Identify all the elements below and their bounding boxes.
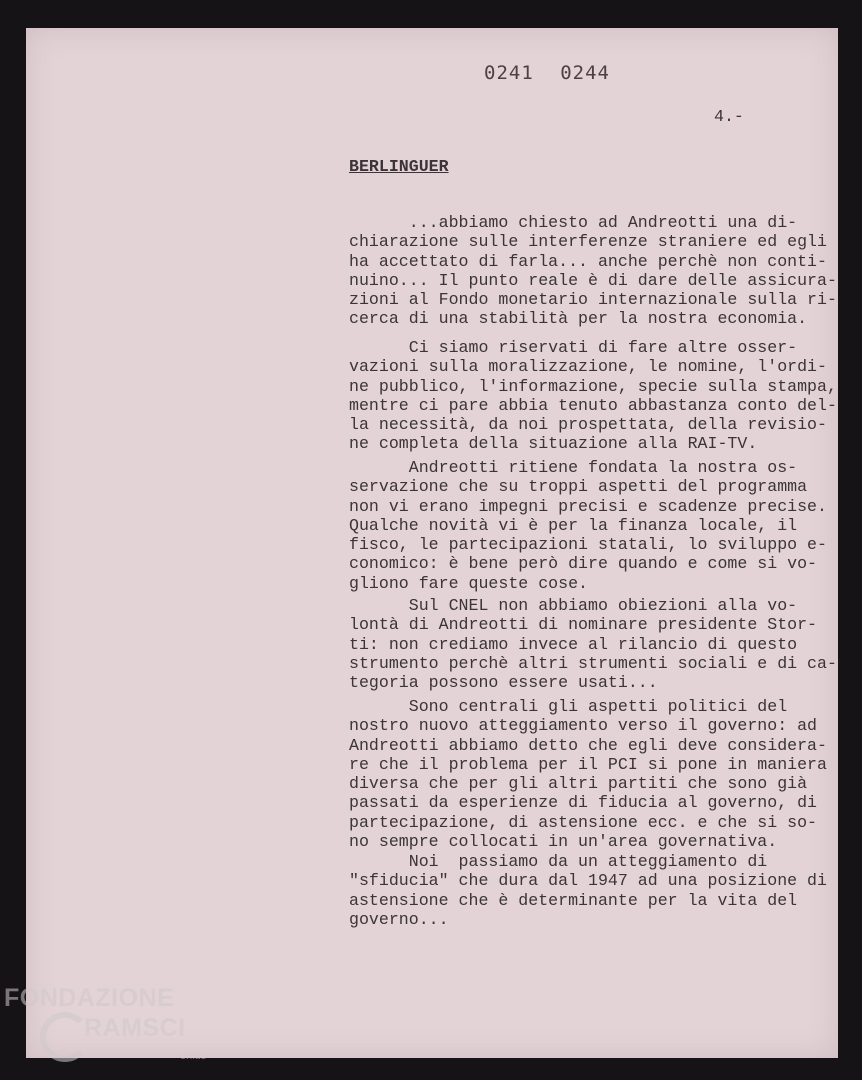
paragraph-3 [349,458,829,593]
text-line: ha accettato di farla... anche perchè non conti- [349,251,827,271]
text-line: Noi passiamo da un atteggiamento di [349,852,768,871]
text-line: mentre ci pare abbia tenuto abbastanza conto del- [349,395,837,415]
text-line: Andreotti ritiene fondata la nostra os- [349,458,798,477]
paragraph-1 [349,213,837,329]
text-line: conomico: è bene però dire quando e come si vo- [349,554,818,574]
gramsci-g-logo-icon [40,1012,90,1062]
text-line: nostro nuovo atteggiamento verso il governo: ad [349,716,818,736]
text-line: gliono fare queste cose. [349,573,588,593]
text-line: cerca di una stabilità per la nostra economia. [349,309,808,329]
paragraph-5 [349,697,829,851]
text-line: vazioni sulla moralizzazione, le nomine, l'ordi- [349,357,827,377]
text-line: la necessità, da noi prospettata, della revisio- [349,415,827,435]
text-line: zioni al Fondo monetario internazionale sulla ri- [349,290,837,310]
watermark-line2: RAMSCI [84,1014,186,1042]
watermark-onlus: onlus [180,1050,207,1062]
text-line: ne completa della situazione alla RAI-TV. [349,434,758,454]
text-line: re che il problema per il PCI si pone in maniera [349,754,827,774]
text-line: astensione che è determinante per la vita del [349,890,798,910]
text-line: ti: non crediamo invece al rilancio di questo [349,634,798,654]
paragraph-4 [349,596,837,693]
text-line: fisco, le partecipazioni statali, lo sviluppo e- [349,535,827,555]
text-line: chiarazione sulle interferenze straniere ed egli [349,232,827,252]
watermark-line1: FONDAZIONE [4,984,175,1012]
text-line: ne pubblico, l'informazione, specie sulla stampa, [349,376,837,396]
text-line: Sul CNEL non abbiamo obiezioni alla vo- [349,596,798,615]
text-line: passati da esperienze di fiducia al governo, di [349,793,818,813]
paragraph-6 [349,852,829,929]
text-line: "sfiducia" che dura dal 1947 ad una posizione di [349,871,827,891]
text-line: ...abbiamo chiesto ad Andreotti una di- [349,213,798,232]
text-line: no sempre collocati in un'area governativa. [349,832,778,852]
text-line: Qualche novità vi è per la finanza locale, il [349,515,798,535]
archive-number: 0241 0244 [484,62,610,84]
text-line: nuino... Il punto reale è di dare delle assicura- [349,270,837,290]
text-line: tegoria possono essere usati... [349,673,658,693]
text-line: strumento perchè altri strumenti sociali e di ca- [349,653,837,673]
text-line: diversa che per gli altri partiti che sono già [349,774,808,794]
paragraph-2 [349,338,837,454]
speaker-heading: BERLINGUER [349,157,449,176]
text-line: Ci siamo riservati di fare altre osser- [349,338,798,357]
text-line: partecipazione, di astensione ecc. e che si so- [349,812,818,832]
page-number: 4.- [714,107,744,126]
text-line: servazione che su troppi aspetti del programma [349,477,808,497]
fondazione-gramsci-watermark [4,984,224,1080]
text-line: Andreotti abbiamo detto che egli deve considera- [349,735,827,755]
text-line: lontà di Andreotti di nominare presidente Stor- [349,615,818,635]
text-line: Sono centrali gli aspetti politici del [349,697,788,716]
text-line: governo... [349,909,449,929]
text-line: non vi erano impegni precisi e scadenze precise. [349,496,827,516]
